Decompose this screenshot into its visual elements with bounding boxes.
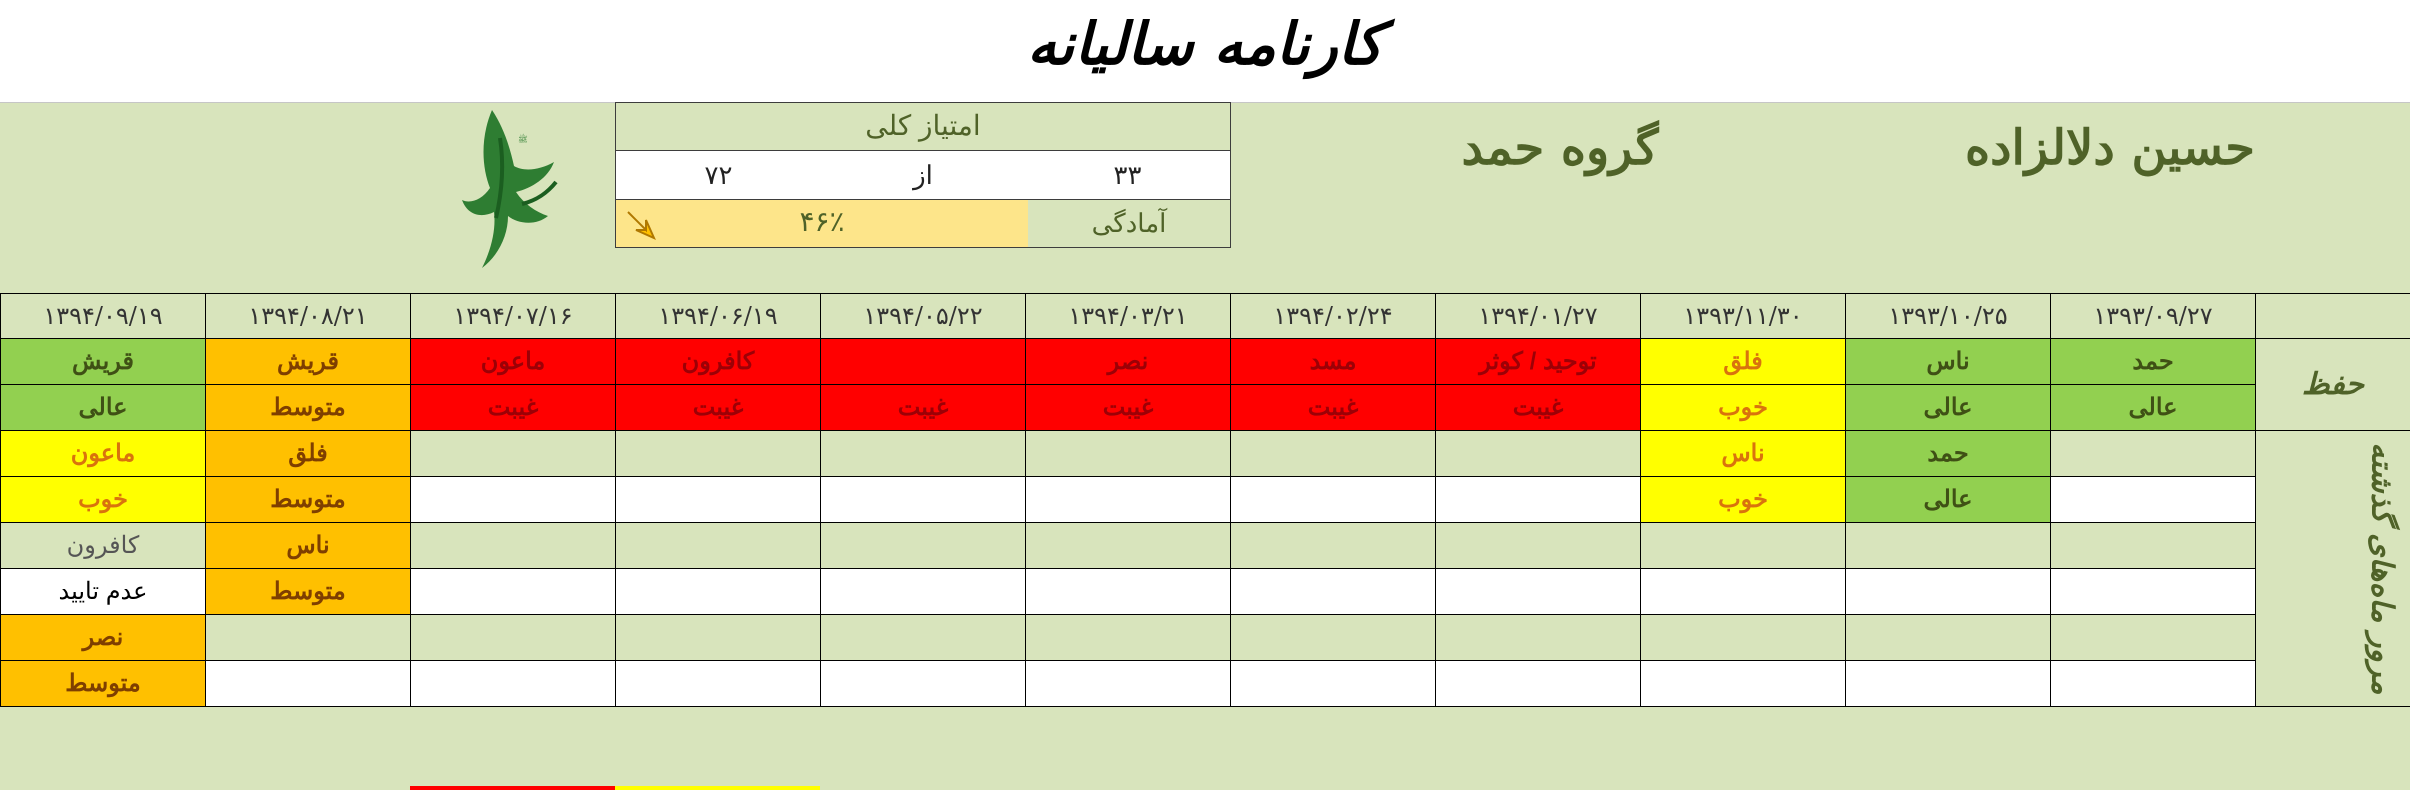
date-header: ۱۳۹۴/۰۲/۲۴ <box>1231 294 1436 339</box>
grade-cell[interactable] <box>821 523 1026 569</box>
svg-text:ﷺ: ﷺ <box>518 135 528 144</box>
grade-cell[interactable] <box>616 477 821 523</box>
grade-cell[interactable] <box>411 523 616 569</box>
table-row <box>1 615 2410 661</box>
grade-cell[interactable]: متوسط <box>206 385 411 431</box>
grade-cell[interactable]: قریش <box>206 339 411 385</box>
grade-cell[interactable]: غیبت <box>1436 385 1641 431</box>
grade-cell[interactable] <box>821 661 1026 707</box>
table-row <box>1 477 2410 523</box>
grade-cell[interactable]: حمد <box>2051 339 2256 385</box>
grade-cell[interactable] <box>411 569 616 615</box>
grade-cell[interactable]: عالی <box>1 385 206 431</box>
header-corner <box>2256 294 2410 339</box>
grade-cell[interactable]: متوسط <box>1 661 206 707</box>
grade-cell[interactable]: ماعون <box>1 431 206 477</box>
grade-cell[interactable]: متوسط <box>206 569 411 615</box>
grade-cell[interactable] <box>616 523 821 569</box>
table-row <box>1 569 2410 615</box>
grade-cell[interactable] <box>1231 615 1436 661</box>
grade-cell[interactable] <box>1231 477 1436 523</box>
grade-cell[interactable]: قریش <box>1 339 206 385</box>
logo-emblem-icon <box>452 108 572 276</box>
memorize-label: حفظ <box>2301 367 2365 402</box>
grade-cell[interactable] <box>206 661 411 707</box>
overall-score-box <box>615 102 1231 248</box>
table-row <box>1 339 2410 385</box>
group-name: گروه حمد <box>1461 120 1659 176</box>
grade-cell[interactable] <box>1231 661 1436 707</box>
grade-cell[interactable]: خوب <box>1 477 206 523</box>
score-of-label: از <box>913 160 933 190</box>
date-header: ۱۳۹۴/۰۷/۱۶ <box>411 294 616 339</box>
grade-cell[interactable]: مسد <box>1231 339 1436 385</box>
table-row <box>1 385 2410 431</box>
grade-cell[interactable] <box>2051 477 2256 523</box>
grade-cell[interactable] <box>1846 569 2051 615</box>
grade-cell[interactable] <box>616 569 821 615</box>
bottom-strip-red <box>410 786 615 790</box>
date-header: ۱۳۹۴/۰۶/۱۹ <box>616 294 821 339</box>
grade-cell[interactable]: نصر <box>1026 339 1231 385</box>
bottom-strip-yellow <box>615 786 820 790</box>
grade-cell[interactable] <box>1026 523 1231 569</box>
grade-cell[interactable]: فلق <box>206 431 411 477</box>
grade-cell[interactable]: غیبت <box>1231 385 1436 431</box>
grade-cell[interactable]: غیبت <box>616 385 821 431</box>
grade-cell[interactable]: خوب <box>1641 385 1846 431</box>
grade-cell[interactable] <box>411 615 616 661</box>
grade-cell[interactable]: عدم تایید <box>1 569 206 615</box>
grade-cell[interactable] <box>821 569 1026 615</box>
grade-cell[interactable] <box>1231 569 1436 615</box>
grade-cell[interactable] <box>616 661 821 707</box>
readiness-row <box>616 200 1230 247</box>
score-value: ۳۳ <box>1113 160 1142 190</box>
grade-cell[interactable] <box>1026 569 1231 615</box>
grade-cell[interactable] <box>1846 615 2051 661</box>
readiness-label: آمادگی <box>1091 208 1167 238</box>
grade-cell[interactable]: ناس <box>1846 339 2051 385</box>
grade-cell[interactable]: ماعون <box>411 339 616 385</box>
grade-cell[interactable] <box>1436 431 1641 477</box>
report-title: کارنامه سالیانه <box>1027 10 1383 78</box>
grade-cell[interactable] <box>1436 661 1641 707</box>
grade-cell[interactable] <box>2051 523 2256 569</box>
date-header: ۱۳۹۴/۰۱/۲۷ <box>1436 294 1641 339</box>
grade-cell[interactable] <box>1641 523 1846 569</box>
grade-cell[interactable]: غیبت <box>821 385 1026 431</box>
grade-cell[interactable]: خوب <box>1641 477 1846 523</box>
grade-cell[interactable] <box>1846 661 2051 707</box>
grade-cell[interactable] <box>616 431 821 477</box>
grade-cell[interactable] <box>821 431 1026 477</box>
date-header: ۱۳۹۴/۰۳/۲۱ <box>1026 294 1231 339</box>
grade-cell[interactable] <box>411 661 616 707</box>
grade-cell[interactable]: ناس <box>206 523 411 569</box>
grade-cell[interactable] <box>821 477 1026 523</box>
score-values-row <box>616 151 1230 200</box>
grade-cell[interactable] <box>2051 569 2256 615</box>
student-name: حسین دلالزاده <box>1965 120 2255 176</box>
grade-cell[interactable]: توحید / کوثر <box>1436 339 1641 385</box>
grade-cell[interactable]: کافرون <box>616 339 821 385</box>
date-header: ۱۳۹۳/۱۱/۳۰ <box>1641 294 1846 339</box>
grade-cell[interactable] <box>1436 477 1641 523</box>
annual-grid <box>0 293 2410 707</box>
grade-cell[interactable]: غیبت <box>411 385 616 431</box>
grade-cell[interactable] <box>411 477 616 523</box>
table-row <box>1 431 2410 477</box>
grade-cell[interactable] <box>1026 661 1231 707</box>
grade-cell[interactable]: متوسط <box>206 477 411 523</box>
grade-cell[interactable]: نصر <box>1 615 206 661</box>
grade-cell[interactable] <box>1026 431 1231 477</box>
memorize-side-cell <box>2256 339 2410 431</box>
grade-cell[interactable]: عالی <box>1846 477 2051 523</box>
review-side-cell <box>2256 431 2410 707</box>
grade-cell[interactable]: ناس <box>1641 431 1846 477</box>
grade-cell[interactable] <box>1436 523 1641 569</box>
grade-cell[interactable] <box>1026 477 1231 523</box>
grade-cell[interactable] <box>1436 569 1641 615</box>
grade-cell[interactable]: حمد <box>1846 431 2051 477</box>
date-header: ۱۳۹۳/۰۹/۲۷ <box>2051 294 2256 339</box>
grade-cell[interactable]: کافرون <box>1 523 206 569</box>
grade-cell[interactable] <box>1641 569 1846 615</box>
date-header: ۱۳۹۴/۰۵/۲۲ <box>821 294 1026 339</box>
grade-cell[interactable] <box>2051 431 2256 477</box>
readiness-percent: ۴۶٪ <box>799 206 845 237</box>
grade-cell[interactable] <box>411 431 616 477</box>
grade-cell[interactable]: فلق <box>1641 339 1846 385</box>
score-title: امتیاز کلی <box>616 103 1230 151</box>
grade-cell[interactable] <box>1231 523 1436 569</box>
date-header: ۱۳۹۴/۰۹/۱۹ <box>1 294 206 339</box>
grade-cell[interactable]: عالی <box>1846 385 2051 431</box>
review-label: مرور ماه‌های گذشته <box>2364 442 2400 695</box>
grade-cell[interactable] <box>206 615 411 661</box>
grade-cell[interactable] <box>616 615 821 661</box>
grade-cell[interactable] <box>1026 615 1231 661</box>
grade-cell[interactable] <box>2051 615 2256 661</box>
grade-cell[interactable] <box>2051 661 2256 707</box>
date-header: ۱۳۹۳/۱۰/۲۵ <box>1846 294 2051 339</box>
grade-cell[interactable] <box>1231 431 1436 477</box>
grade-cell[interactable] <box>1846 523 2051 569</box>
score-total: ۷۲ <box>704 160 733 190</box>
date-header: ۱۳۹۴/۰۸/۲۱ <box>206 294 411 339</box>
table-row <box>1 661 2410 707</box>
grade-cell[interactable] <box>1641 615 1846 661</box>
grade-cell[interactable] <box>1641 661 1846 707</box>
grade-cell[interactable] <box>821 615 1026 661</box>
grade-cell[interactable]: غیبت <box>1026 385 1231 431</box>
table-row <box>1 523 2410 569</box>
grade-cell[interactable] <box>1436 615 1641 661</box>
grade-cell[interactable]: عالی <box>2051 385 2256 431</box>
title-band <box>0 0 2410 103</box>
grade-cell[interactable] <box>821 339 1026 385</box>
